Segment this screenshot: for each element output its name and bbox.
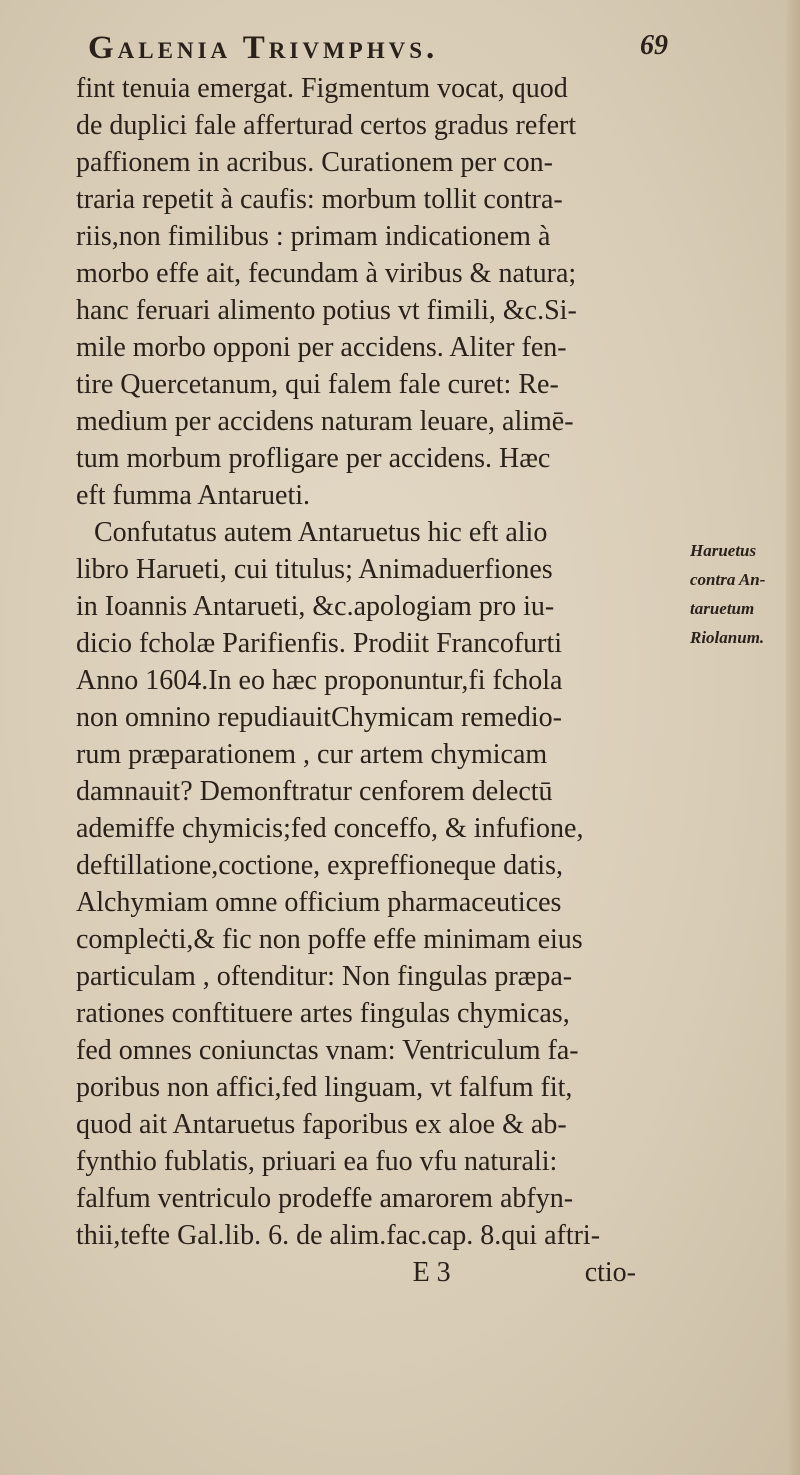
text-line: poribus non affici,fed linguam, vt falfum fit, bbox=[76, 1072, 573, 1103]
margin-notes bbox=[690, 536, 800, 652]
text-line: non omnino repudiauitChymicam remedio- bbox=[76, 702, 563, 733]
text-line: eft fumma Antarueti. bbox=[76, 480, 311, 511]
page-edge bbox=[786, 0, 800, 1475]
signature-line bbox=[76, 1254, 676, 1291]
text-line: fynthio fublatis, priuari ea fuo vfu naturali: bbox=[76, 1146, 558, 1177]
text-line: tire Quercetanum, qui falem fale curet: Re- bbox=[76, 369, 559, 400]
text-line: falfum ventriculo prodeffe amarorem abfyn- bbox=[76, 1183, 574, 1214]
text-line: morbo effe ait, fecundam à viribus & natura; bbox=[76, 258, 577, 289]
text-line: tum morbum profligare per accidens. Hæc bbox=[76, 443, 551, 474]
page-number: 69 bbox=[640, 30, 668, 61]
text-line: paffionem in acribus. Curationem per con- bbox=[76, 147, 553, 178]
catchword: ctio- bbox=[584, 1257, 636, 1288]
margin-note: contra An- bbox=[690, 570, 766, 589]
text-line: ademiffe chymicis;fed conceffo, & infufione, bbox=[76, 813, 584, 844]
text-line: fed omnes coniunctas vnam: Ventriculum fa- bbox=[76, 1035, 579, 1066]
text-line: libro Harueti, cui titulus; Animaduerfiones bbox=[76, 554, 553, 585]
body-text bbox=[76, 70, 676, 1291]
text-line: in Ioannis Antarueti, &c.apologiam pro iu- bbox=[76, 591, 555, 622]
signature-mark: E 3 bbox=[412, 1257, 451, 1288]
text-line: riis,non fimilibus : primam indicationem à bbox=[76, 221, 551, 252]
text-line: fint tenuia emergat. Figmentum vocat, quod bbox=[76, 73, 568, 104]
text-line: Alchymiam omne officium pharmaceutices bbox=[76, 887, 562, 918]
text-line: medium per accidens naturam leuare, alimē- bbox=[76, 406, 574, 437]
running-title: Galenia Trivmphvs. bbox=[88, 30, 439, 66]
paragraph-start-line: Confutatus autem Antaruetus hic eft alio bbox=[94, 517, 548, 548]
text-line: rum præparationem , cur artem chymicam bbox=[76, 739, 548, 770]
text-line: quod ait Antaruetus faporibus ex aloe & ab- bbox=[76, 1109, 567, 1140]
margin-note: Riolanum. bbox=[690, 628, 765, 647]
text-line: deftillatione,coctione, expreffioneque datis, bbox=[76, 850, 563, 881]
text-line: de duplici fale afferturad certos gradus refert bbox=[76, 110, 577, 141]
text-line: rationes conftituere artes fingulas chymicas, bbox=[76, 998, 570, 1029]
margin-note: taruetum bbox=[690, 599, 755, 618]
text-line: thii,tefte Gal.lib. 6. de alim.fac.cap. 8.qui aftri- bbox=[76, 1220, 601, 1251]
margin-note: Haruetus bbox=[690, 541, 757, 560]
text-line: damnauit? Demonftratur cenforem delectū bbox=[76, 776, 553, 807]
text-line: particulam , oftenditur: Non fingulas præpa- bbox=[76, 961, 573, 992]
text-line: dicio fcholæ Parifienfis. Prodiit Francofurti bbox=[76, 628, 563, 659]
text-line: mile morbo opponi per accidens. Aliter fen- bbox=[76, 332, 567, 363]
text-line: compleċti,& fic non poffe effe minimam eius bbox=[76, 924, 583, 955]
page-header bbox=[88, 30, 668, 70]
text-line: Anno 1604.In eo hæc proponuntur,fi fchola bbox=[76, 665, 563, 696]
text-line: traria repetit à caufis: morbum tollit contra- bbox=[76, 184, 563, 215]
text-line: hanc feruari alimento potius vt fimili, &c.Si- bbox=[76, 295, 577, 326]
